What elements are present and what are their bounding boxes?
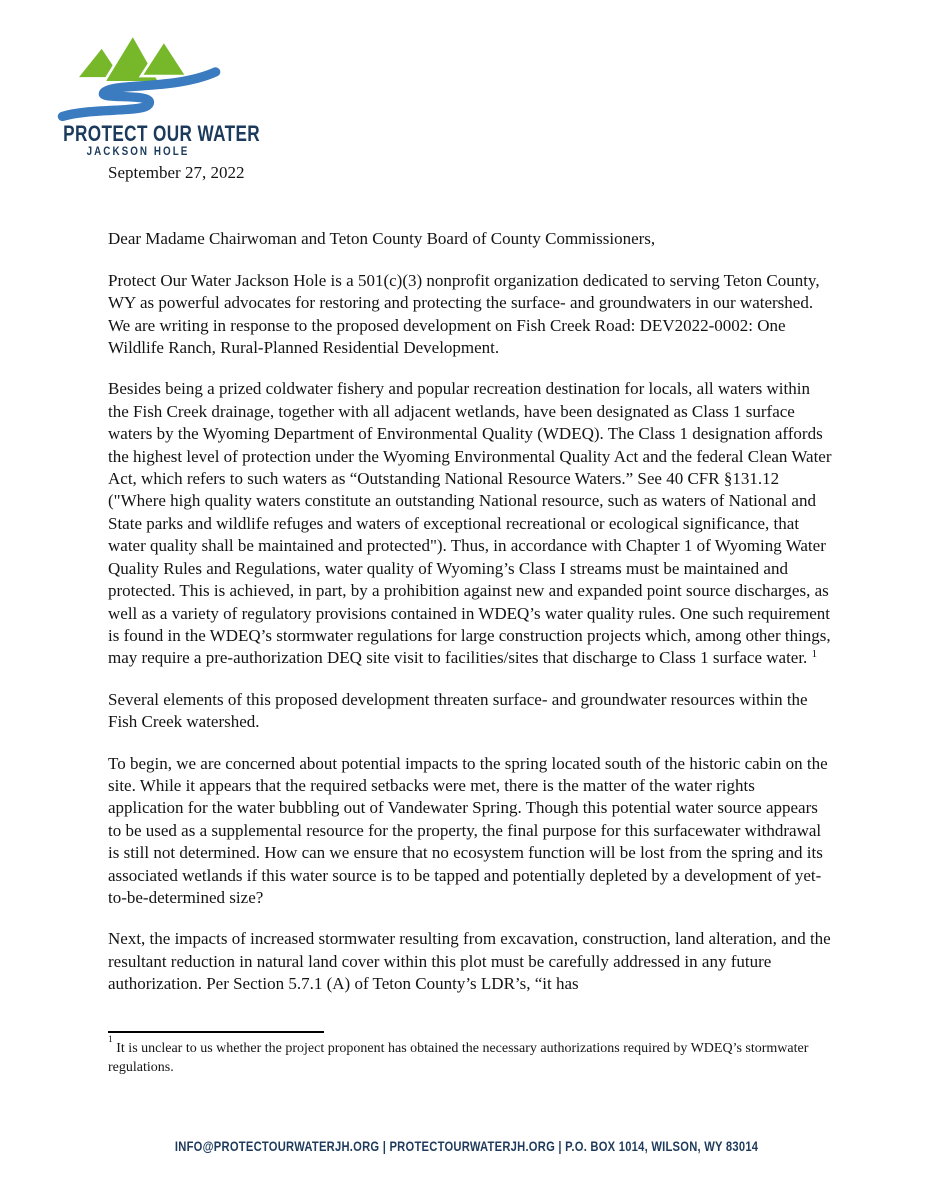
footer-contact-line: INFO@PROTECTOURWATERJH.ORG | PROTECTOURWATERJH.ORG | P.O. BOX 1014, WILSON, WY 83014	[175, 1138, 759, 1154]
paragraph-intro: Protect Our Water Jackson Hole is a 501(c)(3) nonprofit organization dedicated to serving Teton County, WY as powerful advocates for restoring and protecting the surface- and groundwaters in our watershed. We are writing in response to the proposed development on Fish Creek Road: DEV2022-0002: One Wildlife Ranch, Rural-Planned Residential Development.	[108, 270, 820, 358]
footnote-area	[108, 1031, 834, 1077]
logo-wordmark: PROTECT OUR WATER	[63, 121, 261, 146]
paragraph-class1-waters	[108, 378, 834, 669]
paragraph-stormwater: Next, the impacts of increased stormwater resulting from excavation, construction, land alteration, and the resultant reduction in natural land cover within this plot must be carefully addressed in any future authorization. Per Section 5.7.1 (A) of Teton County’s LDR’s, “it has	[108, 929, 831, 994]
footnote-reference: 1	[811, 648, 818, 661]
paragraph-class1-text: Besides being a prized coldwater fishery and popular recreation destination for locals, all waters within the Fish Creek drainage, together with all adjacent wetlands, have been designated as Class 1 surface waters by the Wyoming Department of Environmental Quality (WDEQ). The Class 1 designation affords the highest level of protection under the Wyoming Environmental Quality Act and the federal Clean Water Act, which refers to such waters as “Outstanding National Resource Waters.” See 40 CFR §131.12 ("Where high quality waters constitute an outstanding National resource, such as waters of National and State parks and wildlife refuges and waters of exceptional recreational or ecological significance, that water quality shall be maintained and protected"). Thus, in accordance with Chapter 1 of Wyoming Water Quality Rules and Regulations, water quality of Wyoming’s Class I streams must be maintained and protected. This is achieved, in part, by a prohibition against new and expanded point source discharges, as well as a variety of regulatory provisions contained in WDEQ’s water quality rules. One such requirement is found in the WDEQ’s stormwater regulations for large construction projects which, among other things, may require a pre-authorization DEQ site visit to facilities/sites that discharge to Class 1 surface water.	[108, 379, 832, 668]
letter-salutation: Dear Madame Chairwoman and Teton County Board of County Commissioners,	[108, 229, 656, 249]
org-logo	[42, 26, 261, 158]
footnote-marker: 1	[108, 1035, 113, 1046]
footnote-text: It is unclear to us whether the project proponent has obtained the necessary authorizations required by WDEQ’s stormwater regulations.	[108, 1041, 809, 1075]
paragraph-threats: Several elements of this proposed development threaten surface- and groundwater resources within the Fish Creek watershed.	[108, 689, 808, 732]
paragraph-spring: To begin, we are concerned about potential impacts to the spring located south of the historic cabin on the site. While it appears that the required setbacks were met, there is the matter of the water rights application for the water bubbling out of Vandewater Spring. Though this potential water source appears to be used as a supplemental resource for the property, the final purpose for this surfacewater withdrawal is still not determined. How can we ensure that no ecosystem function will be lost from the spring and its associated wetlands if this water source is to be tapped and potentially depleted by a development of yet-to-be-determined size?	[108, 753, 828, 907]
mountains-river-icon	[50, 26, 226, 122]
logo-subtitle: JACKSON HOLE	[86, 144, 190, 158]
footnote	[108, 1035, 834, 1077]
footnote-separator	[108, 1031, 324, 1033]
letter-body	[108, 162, 834, 1015]
page-footer	[0, 1138, 934, 1156]
letter-date: September 27, 2022	[108, 163, 245, 182]
